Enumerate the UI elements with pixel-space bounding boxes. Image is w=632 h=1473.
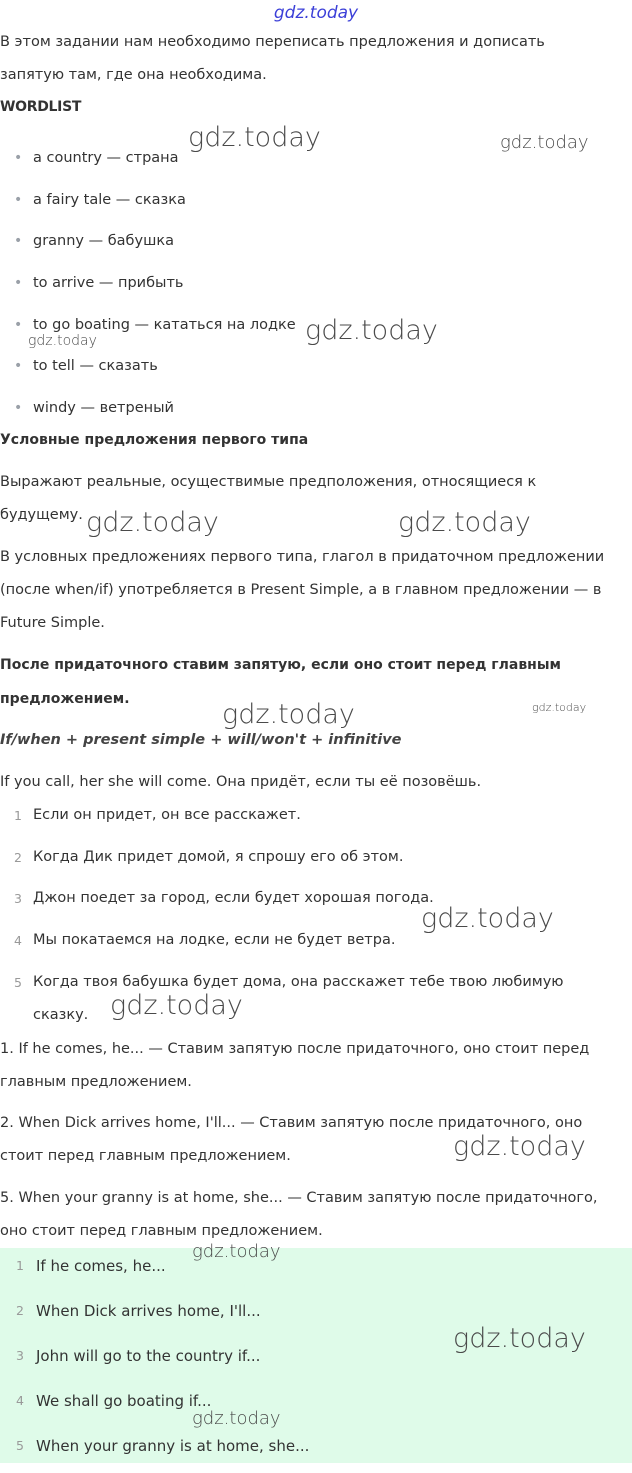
answer-item: 4 We shall go boating if... <box>16 1392 212 1410</box>
answer-item: 1 If he comes, he... <box>16 1257 166 1275</box>
watermark: gdz.today <box>500 132 589 153</box>
formula: If/when + present simple + will/won't + infinitive <box>0 732 402 748</box>
explanation-2-line-2: стоит перед главным предложением. <box>0 1148 291 1164</box>
wordlist-item: • to tell — сказать <box>0 348 296 390</box>
exercise-item: 5 Когда твоя бабушка будет дома, она расскажет тебе твою любимую сказку. <box>14 973 564 1023</box>
explanation-3-line-2: оно стоит перед главным предложением. <box>0 1223 323 1239</box>
exercise-item: 4 Мы покатаемся на лодке, если не будет ветра. <box>14 932 396 949</box>
rule-p2-line-1: В условных предложениях первого типа, глагол в придаточном предложении <box>0 549 605 565</box>
watermark: gdz.today <box>86 507 219 538</box>
wordlist <box>0 140 296 432</box>
answer-block <box>0 1248 632 1463</box>
explanation-2-line-1: 2. When Dick arrives home, I'll... — Ставим запятую после придаточного, оно <box>0 1115 583 1131</box>
bullet-icon: • <box>14 150 23 166</box>
watermark: gdz.today <box>222 699 355 730</box>
comma-rule-line-1: После придаточного ставим запятую, если оно стоит перед главным <box>0 657 561 673</box>
watermark: gdz.today <box>421 903 554 934</box>
exercise-item: 3 Джон поедет за город, если будет хорошая погода. <box>14 890 434 907</box>
intro-line-2: запятую там, где она необходима. <box>0 67 267 83</box>
rule-p1-line-2: будущему. <box>0 507 83 523</box>
example-sentence: If you call, her she will come. Она придёт, если ты её позовёшь. <box>0 774 482 790</box>
watermark: gdz.today <box>453 1323 586 1354</box>
wordlist-title: WORDLIST <box>0 99 82 115</box>
bullet-icon: • <box>14 275 23 292</box>
wordlist-item: • granny — бабушка <box>0 223 296 265</box>
watermark: gdz.today <box>453 1131 586 1162</box>
exercise-item: 2 Когда Дик придет домой, я спрошу его об этом. <box>14 848 404 865</box>
watermark: gdz.today <box>188 122 321 153</box>
rule-p2-line-2: (после when/if) употребляется в Present Simple, а в главном предложении — в <box>0 582 602 598</box>
wordlist-item: • windy — ветреный <box>0 390 296 432</box>
bullet-icon: • <box>14 191 23 208</box>
explanation-3-line-1: 5. When your granny is at home, she... — Ставим запятую после придаточного, <box>0 1190 598 1206</box>
site-logo[interactable]: gdz.today <box>273 3 359 23</box>
watermark: gdz.today <box>398 507 531 538</box>
exercise-list <box>0 799 632 1032</box>
watermark: gdz.today <box>192 1241 281 1262</box>
wordlist-item: • a fairy tale — сказка <box>0 182 296 224</box>
answer-list <box>0 1248 632 1473</box>
rule-p2-line-3: Future Simple. <box>0 615 105 631</box>
watermark: gdz.today <box>305 315 438 346</box>
watermark: gdz.today <box>192 1408 281 1429</box>
explanation-1-line-2: главным предложением. <box>0 1074 192 1090</box>
bullet-icon: • <box>14 233 23 250</box>
watermark: gdz.today <box>28 333 97 349</box>
answer-item: 3 John will go to the country if... <box>16 1347 261 1365</box>
answer-item: 5 When your granny is at home, she... <box>16 1437 310 1455</box>
answer-item: 2 When Dick arrives home, I'll... <box>16 1302 261 1320</box>
rule-p1-line-1: Выражают реальные, осуществимые предположения, относящиеся к <box>0 474 537 490</box>
watermark: gdz.today <box>532 701 587 714</box>
explanation-1-line-1: 1. If he comes, he... — Ставим запятую после придаточного, оно стоит перед <box>0 1041 590 1057</box>
rule-heading: Условные предложения первого типа <box>0 432 309 448</box>
intro-line-1: В этом задании нам необходимо переписать предложения и дописать <box>0 34 545 50</box>
watermark: gdz.today <box>110 990 243 1021</box>
wordlist-item: • a country — страна <box>0 140 296 182</box>
bullet-icon: • <box>14 400 23 417</box>
bullet-icon: • <box>14 358 23 375</box>
wordlist-item: • to arrive — прибыть <box>0 265 296 307</box>
exercise-item: 1 Если он придет, он все расскажет. <box>14 807 301 823</box>
comma-rule-line-2: предложением. <box>0 691 130 707</box>
bullet-icon: • <box>14 316 23 333</box>
wordlist-item: • to go boating — кататься на лодке <box>0 307 296 349</box>
